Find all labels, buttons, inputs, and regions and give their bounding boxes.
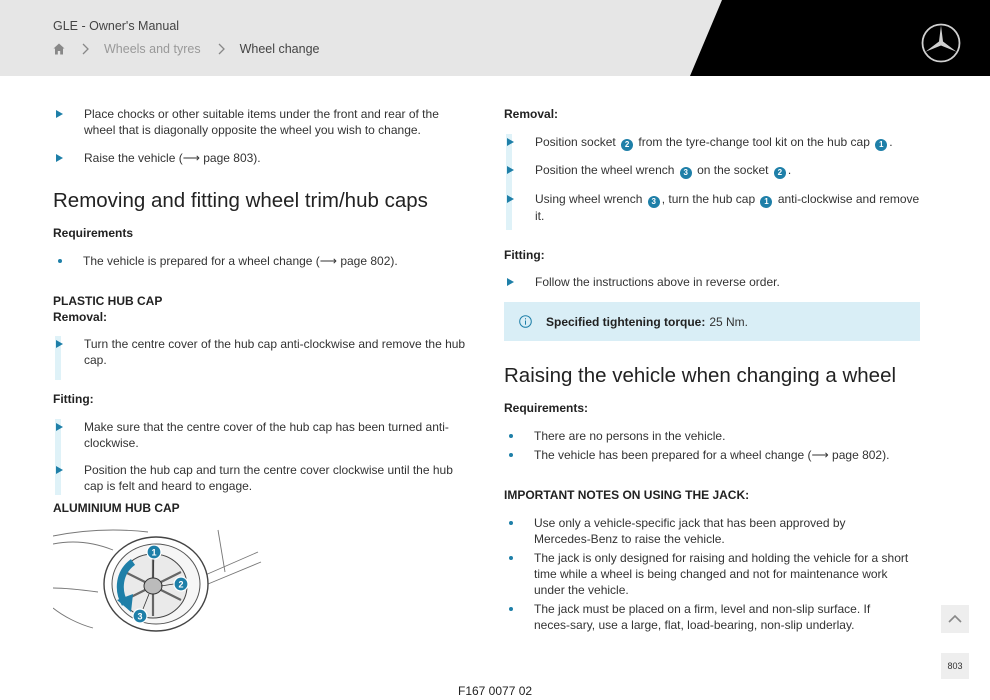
svg-text:2: 2 — [178, 579, 184, 590]
step-arrow-icon — [56, 466, 63, 474]
fitting-heading: Fitting: — [53, 392, 94, 406]
requirement-item: The vehicle has been prepared for a wheel change (⟶ page 802). — [504, 447, 920, 463]
requirements-heading-right: Requirements: — [504, 401, 589, 415]
page-header — [0, 0, 990, 76]
jack-note-item: The jack must be placed on a firm, level and non-slip surface. If neces-sary, use a large, flat, load-bearing, non-slip underlay. — [504, 601, 894, 633]
hub-cap-removal-illustration — [53, 528, 263, 632]
removal-heading: Removal: — [53, 310, 108, 324]
jack-notes-heading: IMPORTANT NOTES ON USING THE JACK: — [504, 488, 750, 502]
aluminium-hub-cap-heading: ALUMINIUM HUB CAP — [53, 501, 180, 515]
step-arrow-icon — [507, 195, 514, 203]
callout-badge: 1 — [760, 196, 772, 208]
fitting-heading-right: Fitting: — [504, 248, 545, 262]
requirement-item: There are no persons in the vehicle. — [504, 428, 920, 444]
step-arrow-icon — [56, 110, 63, 118]
step-position-socket: Position socket 2 from the tyre-change tool kit on the hub cap 1 . — [504, 134, 920, 151]
step-turn-centre-cover: Turn the centre cover of the hub cap anti-clockwise and remove the hub cap. — [53, 336, 473, 368]
jack-note-item: The jack is only designed for raising and holding the vehicle for a short time while a wheel is being changed and not for maintenance work under the vehicle. — [504, 550, 920, 598]
step-position-hub-cap: Position the hub cap and turn the centre cover clockwise until the hub cap is felt and heard to engage. — [53, 462, 473, 494]
home-icon[interactable] — [53, 43, 65, 55]
torque-label: Specified tightening torque: — [546, 314, 706, 329]
callout-badge: 2 — [774, 167, 786, 179]
step-arrow-icon — [507, 166, 514, 174]
manual-title: GLE - Owner's Manual — [53, 19, 180, 33]
removal-heading-right: Removal: — [504, 107, 559, 121]
figure-code: F167 0077 02 — [458, 684, 533, 698]
step-arrow-icon — [56, 340, 63, 348]
torque-value: 25 Nm. — [709, 314, 749, 329]
callout-3 — [133, 609, 147, 623]
step-arrow-icon — [56, 423, 63, 431]
callout-2 — [174, 577, 188, 591]
callout-badge: 2 — [621, 139, 633, 151]
chevron-up-icon — [948, 614, 962, 624]
info-box-torque — [504, 302, 920, 341]
step-follow-reverse: Follow the instructions above in reverse order. — [504, 274, 920, 290]
page-number-button[interactable]: 803 — [941, 653, 969, 679]
step-arrow-icon — [56, 154, 63, 162]
callout-badge: 3 — [648, 196, 660, 208]
scroll-to-top-button[interactable] — [941, 605, 969, 633]
section-title-hub-caps: Removing and fitting wheel trim/hub caps — [53, 189, 428, 212]
section-title-raising-vehicle: Raising the vehicle when changing a wheel — [504, 364, 897, 387]
svg-text:3: 3 — [137, 611, 143, 622]
callout-badge: 3 — [680, 167, 692, 179]
step-place-chocks: Place chocks or other suitable items under the front and rear of the wheel that is diagonally opposite the wheel you wish to change. — [53, 106, 473, 138]
step-arrow-icon — [507, 138, 514, 146]
mercedes-star-logo[interactable] — [920, 22, 962, 64]
requirement-item: The vehicle is prepared for a wheel change (⟶ page 802). — [53, 253, 473, 269]
requirements-heading: Requirements — [53, 226, 134, 240]
step-turn-hub-cap: Using wheel wrench 3 , turn the hub cap 1 anti-clockwise and remove it. — [504, 191, 920, 224]
breadcrumb — [53, 42, 320, 56]
info-icon — [519, 315, 532, 328]
chevron-right-icon — [216, 43, 226, 55]
breadcrumb-wheel-change: Wheel change — [239, 42, 320, 56]
step-make-sure-turned: Make sure that the centre cover of the hub cap has been turned anti-clockwise. — [53, 419, 473, 451]
breadcrumb-wheels-and-tyres[interactable]: Wheels and tyres — [104, 42, 201, 56]
chevron-right-icon — [80, 43, 90, 55]
callout-badge: 1 — [875, 139, 887, 151]
callout-1 — [147, 545, 161, 559]
plastic-hub-cap-heading: PLASTIC HUB CAP — [53, 294, 163, 308]
step-arrow-icon — [507, 278, 514, 286]
jack-note-item: Use only a vehicle-specific jack that has been approved by Mercedes-Benz to raise the vehicle. — [504, 515, 894, 547]
step-raise-vehicle: Raise the vehicle (⟶ page 803). — [53, 150, 473, 166]
svg-text:1: 1 — [151, 547, 157, 558]
step-position-wrench: Position the wheel wrench 3 on the socket 2 . — [504, 162, 920, 179]
